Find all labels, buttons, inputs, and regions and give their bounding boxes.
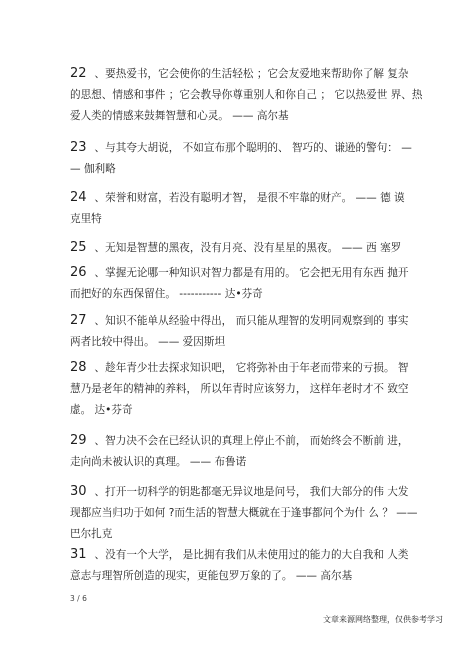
quote-entry [70, 481, 418, 545]
quote-line [70, 187, 410, 209]
quote-text: 、荣誉和财富，若没有聪明才智， 是很不牢靠的财产。 —— 德 谟 [94, 192, 405, 204]
quote-text: 、趁年青少壮去探求知识吧， 它将弥补由于年老而带来的亏损。 智 [94, 362, 409, 374]
quote-line [70, 262, 410, 284]
quote-entry [70, 544, 410, 587]
quote-line [70, 379, 410, 400]
quote-number: 26 [70, 265, 87, 280]
quote-line [70, 452, 410, 473]
quote-text: 、智力决不会在已经认识的真理上停止不前， 而始终会不断前 进， [94, 435, 409, 447]
quote-entry [70, 63, 423, 127]
quote-entry [70, 137, 410, 180]
quote-entry [70, 310, 410, 353]
quote-text: 、没有一个大学， 是比拥有我们从未使用过的能力的大自我和 人类 [94, 549, 409, 561]
quote-entry [70, 357, 410, 421]
quote-number: 25 [70, 240, 87, 255]
quote-text: 、与其夸大胡说， 不如宣布那个聪明的、 智巧的、谦逊的警句： — [94, 142, 412, 154]
quote-line [70, 159, 410, 180]
quote-text: 、无知是智慧的黑夜，没有月亮、没有星星的黑夜。 —— 西 塞罗 [94, 242, 402, 254]
quote-text: 走向尚未被认识的真理。 —— 布鲁诺 [70, 456, 247, 468]
quote-line [70, 137, 410, 159]
footer-note: 文章来源网络整理，仅供参考学习 [323, 615, 443, 624]
quote-text: 、打开一切科学的钥匙都毫无异议地是问号， 我们大部分的伟 大发 [94, 486, 409, 498]
quote-text: 现都应当归功于如何 ?而生活的智慧大概就在于逢事都问个为什 么 ？ —— [70, 507, 418, 519]
quote-line [70, 237, 410, 259]
quote-text: 虚。 达•芬奇 [70, 404, 133, 416]
quote-number: 30 [70, 484, 87, 499]
quote-line [70, 310, 410, 332]
quote-number: 24 [70, 190, 87, 205]
quote-line [70, 524, 410, 545]
quote-number: 22 [70, 66, 87, 81]
quote-line [70, 544, 410, 566]
quote-line [70, 566, 410, 587]
quote-entry [70, 187, 410, 230]
quote-entry [70, 237, 410, 259]
quote-text: 、要热爱书，它会使你的生活轻松 ；它会友爱地来帮助你了解 复杂 [94, 68, 409, 80]
quote-line [70, 209, 410, 230]
page-number: 3 / 6 [70, 594, 87, 603]
quote-line [70, 332, 410, 353]
quote-number: 29 [70, 433, 87, 448]
quote-line [70, 481, 410, 503]
quote-text: 慧乃是老年的精神的养料， 所以年青时应该努力， 这样年老时才不 致空 [70, 383, 409, 395]
quote-text: 两者比较中得出。 —— 爱因斯坦 [70, 336, 226, 348]
quote-entry [70, 262, 410, 305]
quote-line [70, 357, 410, 379]
quote-text: 意志与理智所创造的现实，更能包罗万象的了。 —— 高尔基 [70, 570, 353, 582]
quote-text: — 伽利略 [70, 163, 116, 175]
quote-line [70, 63, 410, 85]
quote-number: 31 [70, 547, 87, 562]
quote-text: 爱人类的情感来鼓舞智慧和心灵。 —— 高尔基 [70, 110, 289, 122]
quote-text: 、知识不能单从经验中得出， 而只能从理智的发明同观察到的 事实 [94, 315, 409, 327]
quote-number: 27 [70, 313, 87, 328]
quote-entry [70, 430, 410, 473]
quote-text: 的思想、情感和事件 ；它会教导你尊重别人和你自己 ； 它以热爱世 界、热 [70, 89, 423, 101]
quote-line [70, 85, 423, 106]
quote-line [70, 430, 410, 452]
quote-line [70, 400, 410, 421]
quote-text: 克里特 [70, 213, 102, 225]
quote-text: 巴尔扎克 [70, 528, 113, 540]
quote-number: 23 [70, 140, 87, 155]
quote-line [70, 106, 410, 127]
quote-number: 28 [70, 360, 87, 375]
quote-text: 、掌握无论哪一种知识对智力都是有用的。 它会把无用有东西 抛开 [94, 267, 409, 279]
quote-line [70, 503, 418, 524]
quote-text: 而把好的东西保留住。 ----------- 达•芬奇 [70, 288, 263, 300]
quote-line [70, 284, 410, 305]
